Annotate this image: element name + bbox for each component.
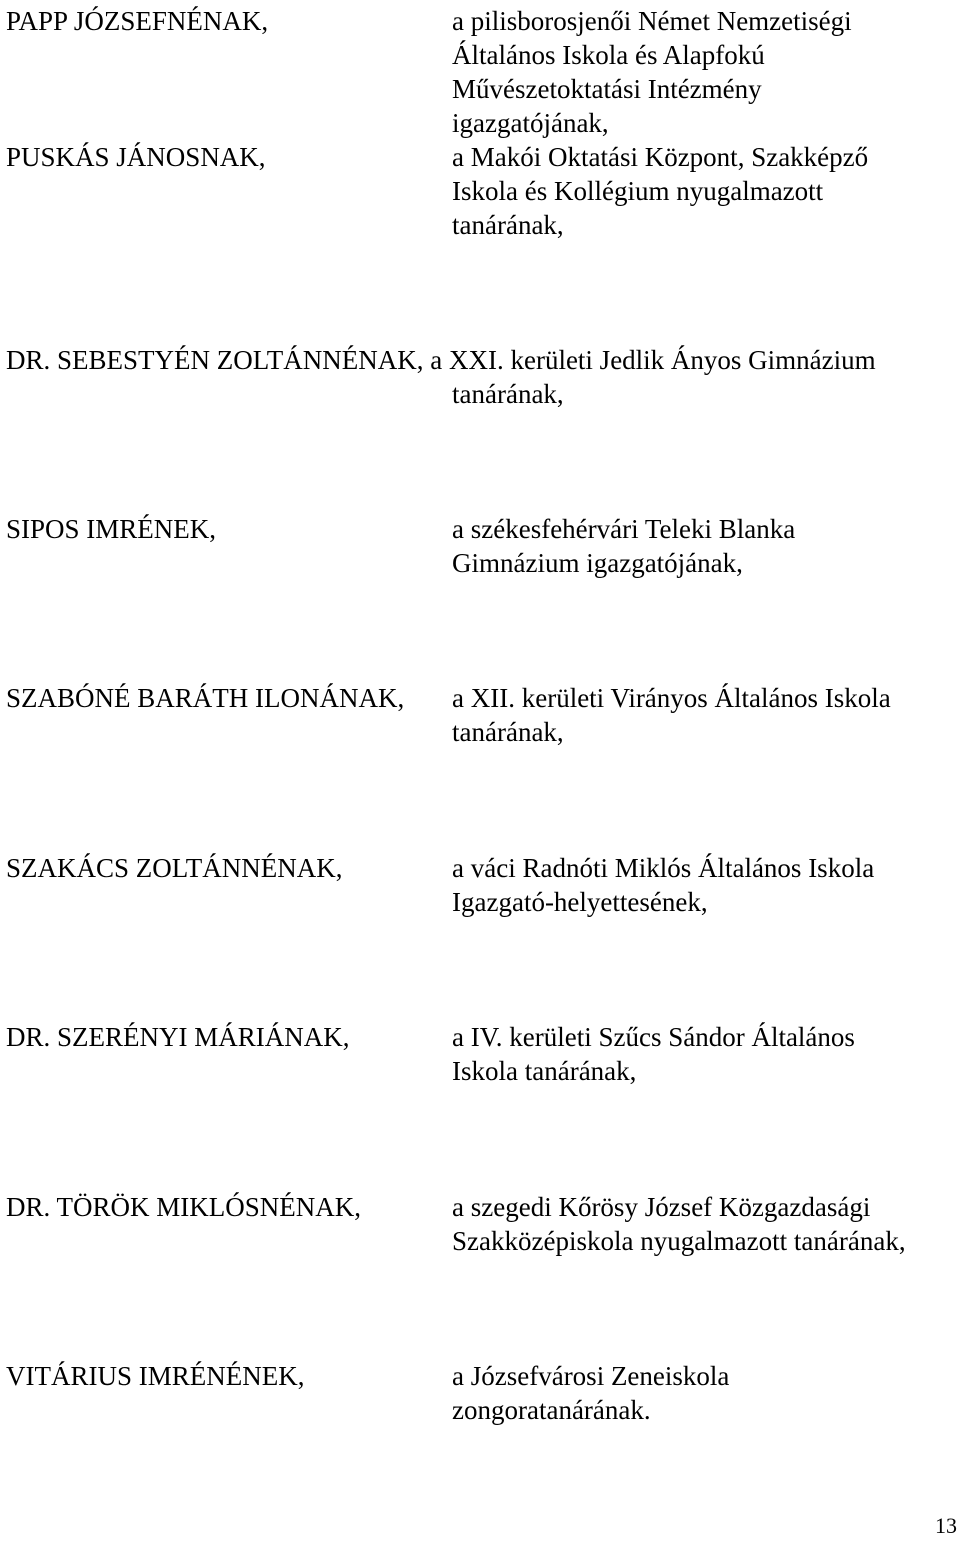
- entry-description-line: zongoratanárának.: [452, 1395, 651, 1425]
- entry-description-line: Igazgató-helyettesének,: [452, 887, 708, 917]
- entry-description-line: igazgatójának,: [452, 108, 609, 138]
- entry-description-line: Gimnázium igazgatójának,: [452, 548, 743, 578]
- entry-description-line: a XII. kerületi Virányos Általános Iskola: [452, 683, 891, 713]
- entry-description-line: a váci Radnóti Miklós Általános Iskola: [452, 853, 875, 883]
- entry-name: DR. SEBESTYÉN ZOLTÁNNÉNAK, a XXI. kerületi Jedlik Ányos Gimnázium: [6, 345, 876, 375]
- entry-description-line: a szegedi Kőrösy József Közgazdasági: [452, 1192, 871, 1222]
- entry-description-line: tanárának,: [452, 717, 564, 747]
- entry-description-line: Iskola és Kollégium nyugalmazott: [452, 176, 824, 206]
- entry-description-line: a Makói Oktatási Központ, Szakképző: [452, 142, 869, 172]
- entry-description-line: Művészetoktatási Intézmény: [452, 74, 762, 104]
- entry-description-line: Szakközépiskola nyugalmazott tanárának,: [452, 1226, 906, 1256]
- entry-name: SIPOS IMRÉNEK,: [6, 514, 217, 544]
- entry-name: DR. SZERÉNYI MÁRIÁNAK,: [6, 1022, 350, 1052]
- entry-name: SZABÓNÉ BARÁTH ILONÁNAK,: [6, 683, 405, 713]
- entry-name: DR. TÖRÖK MIKLÓSNÉNAK,: [6, 1192, 362, 1222]
- entry-description-line: a IV. kerületi Szűcs Sándor Általános: [452, 1022, 855, 1052]
- entry-description-line: tanárának,: [452, 379, 564, 409]
- entry-description-line: tanárának,: [452, 210, 564, 240]
- entry-name: PUSKÁS JÁNOSNAK,: [6, 142, 266, 172]
- entry-description-line: a székesfehérvári Teleki Blanka: [452, 514, 796, 544]
- page-number: 13: [935, 1513, 957, 1538]
- entry-description-line: a pilisborosjenői Német Nemzetiségi: [452, 6, 852, 36]
- entry-name: SZAKÁCS ZOLTÁNNÉNAK,: [6, 853, 343, 883]
- entry-description-line: a Józsefvárosi Zeneiskola: [452, 1361, 730, 1391]
- entry-description-line: Iskola tanárának,: [452, 1056, 637, 1086]
- entry-name: VITÁRIUS IMRÉNÉNEK,: [6, 1361, 305, 1391]
- entry-name: PAPP JÓZSEFNÉNAK,: [6, 6, 269, 36]
- entry-description-line: Általános Iskola és Alapfokú: [452, 40, 765, 70]
